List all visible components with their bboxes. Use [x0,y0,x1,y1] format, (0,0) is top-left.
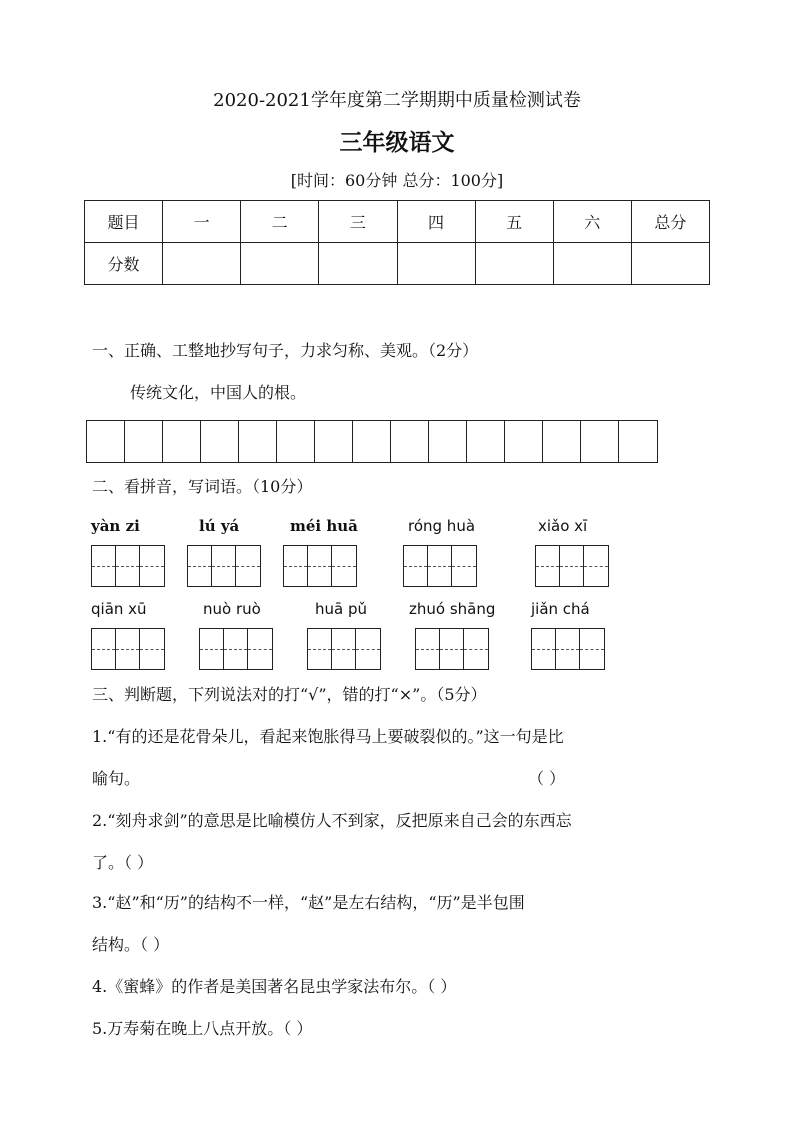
writing-cell[interactable] [277,421,315,462]
tian-cell[interactable] [236,546,260,586]
score-header-cell: 六 [553,201,631,243]
exam-subtitle: 三年级语文 [339,130,455,156]
tian-cell[interactable] [188,546,212,586]
tian-cell[interactable] [560,546,584,586]
score-row-label: 分数 [85,243,163,285]
question-3-line2: 结构。（ ） [92,935,170,954]
tian-cell[interactable] [224,629,248,669]
tian-cell[interactable] [332,546,356,586]
score-cell[interactable] [319,243,397,285]
pinyin-label: méi huā [290,517,358,535]
tian-grid[interactable] [403,545,477,587]
writing-cell[interactable] [619,421,657,462]
score-cell[interactable] [241,243,319,285]
writing-cell[interactable] [163,421,201,462]
writing-cell[interactable] [429,421,467,462]
tian-cell[interactable] [248,629,272,669]
pinyin-label: jiǎn chá [531,600,590,618]
writing-cell[interactable] [467,421,505,462]
question-5: 5.万寿菊在晚上八点开放。（ ） [92,1019,313,1038]
pinyin-label: róng huà [408,517,476,535]
question-2-line1: 2.“刻舟求剑”的意思是比喻模仿人不到家，反把原来自己会的东西忘 [92,811,572,830]
tian-cell[interactable] [416,629,440,669]
exam-title: 2020-2021学年度第二学期期中质量检测试卷 [213,90,581,111]
score-cell[interactable] [631,243,709,285]
score-header-cell: 四 [397,201,475,243]
writing-cell[interactable] [543,421,581,462]
copy-sentence: 传统文化，中国人的根。 [130,383,307,402]
tian-grid[interactable] [199,628,273,670]
writing-cell[interactable] [505,421,543,462]
score-table [84,200,710,285]
answer-parenthesis[interactable]: （ ） [528,769,566,788]
score-header-cell: 三 [319,201,397,243]
tian-cell[interactable] [404,546,428,586]
exam-meta: [时间：60分钟 总分：100分] [290,171,504,190]
tian-cell[interactable] [284,546,308,586]
tian-cell[interactable] [140,629,164,669]
tian-grid[interactable] [531,628,605,670]
score-cell[interactable] [397,243,475,285]
score-cell[interactable] [553,243,631,285]
score-table-header-row [85,201,710,243]
tian-cell[interactable] [116,629,140,669]
section1-heading: 一、正确、工整地抄写句子，力求匀称、美观。（2分） [92,341,479,360]
tian-cell[interactable] [532,629,556,669]
tian-grid[interactable] [415,628,489,670]
tian-cell[interactable] [92,546,116,586]
tian-cell[interactable] [200,629,224,669]
tian-cell[interactable] [212,546,236,586]
writing-cell[interactable] [315,421,353,462]
question-1-line2: 喻句。 [92,769,141,788]
writing-cell[interactable] [391,421,429,462]
tian-cell[interactable] [332,629,356,669]
score-header-cell: 五 [475,201,553,243]
tian-cell[interactable] [536,546,560,586]
tian-cell[interactable] [584,546,608,586]
tian-cell[interactable] [356,629,380,669]
pinyin-label: zhuó shāng [409,600,496,618]
tian-cell[interactable] [452,546,476,586]
tian-grid[interactable] [91,628,165,670]
tian-cell[interactable] [308,546,332,586]
tian-grid[interactable] [283,545,357,587]
question-1-line1: 1.“有的还是花骨朵儿，看起来饱胀得马上要破裂似的。”这一句是比 [92,727,564,746]
writing-cell[interactable] [353,421,391,462]
tian-grid[interactable] [535,545,609,587]
score-cell[interactable] [475,243,553,285]
writing-cell[interactable] [87,421,125,462]
pinyin-label: nuò ruò [203,600,261,618]
writing-cell[interactable] [239,421,277,462]
question-2-line2: 了。（ ） [92,853,154,872]
question-3-line1: 3.“赵”和“历”的结构不一样，“赵”是左右结构，“历”是半包围 [92,893,525,912]
writing-cell[interactable] [581,421,619,462]
copy-writing-grid[interactable] [86,420,658,463]
writing-cell[interactable] [201,421,239,462]
tian-cell[interactable] [116,546,140,586]
score-cell[interactable] [163,243,241,285]
writing-cell[interactable] [125,421,163,462]
tian-cell[interactable] [140,546,164,586]
tian-grid[interactable] [187,545,261,587]
tian-cell[interactable] [556,629,580,669]
tian-cell[interactable] [580,629,604,669]
pinyin-label: lú yá [199,517,240,535]
pinyin-label: qiān xū [91,600,147,618]
tian-cell[interactable] [308,629,332,669]
pinyin-label: yàn zi [91,517,140,535]
pinyin-label: huā pǔ [315,600,368,618]
score-header-cell: 一 [163,201,241,243]
tian-grid[interactable] [307,628,381,670]
tian-cell[interactable] [428,546,452,586]
tian-grid[interactable] [91,545,165,587]
tian-cell[interactable] [464,629,488,669]
score-table-score-row [85,243,710,285]
tian-cell[interactable] [440,629,464,669]
section2-heading: 二、看拼音，写词语。（10分） [92,477,313,496]
tian-cell[interactable] [92,629,116,669]
score-header-cell: 二 [241,201,319,243]
score-header-cell: 总分 [631,201,709,243]
section3-heading: 三、判断题，下列说法对的打“√”，错的打“×”。（5分） [92,685,487,704]
score-header-cell: 题目 [85,201,163,243]
question-4: 4.《蜜蜂》的作者是美国著名昆虫学家法布尔。（ ） [92,977,457,996]
pinyin-label: xiǎo xī [538,517,588,535]
